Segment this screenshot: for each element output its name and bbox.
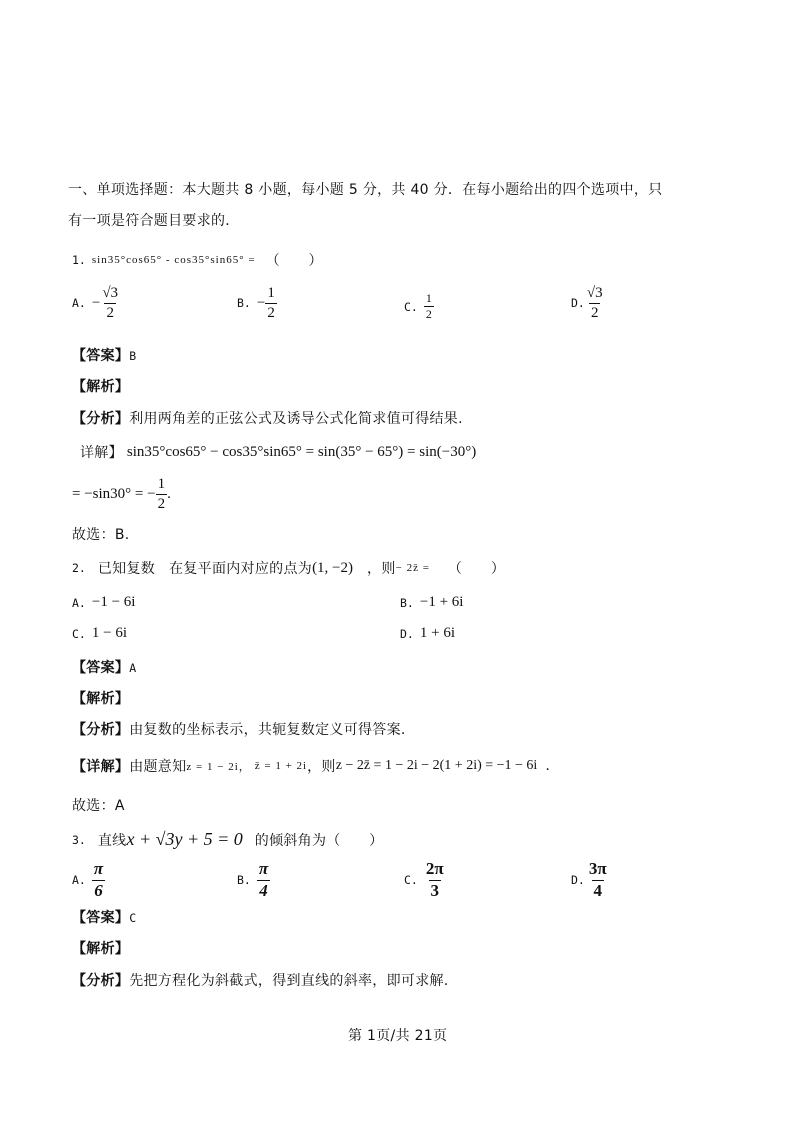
option-b [237,285,277,321]
answer-paren: （ ） [265,253,323,269]
question-expression: sin35°cos65° - cos35°sin65° = [91,254,256,266]
jiexi-label-2: 【解析】 [72,691,130,707]
fraction: $\frac{3\pi}{4}$ [588,859,607,900]
section-title-line2: 有一项是符合题目要求的． [68,213,240,229]
answer-line-1: 【答案】B [72,348,137,364]
option-c: C. $\frac{2\pi}{3}$ [404,859,444,900]
fenxi-2: 【分析】由复数的坐标表示，共轭复数定义可得答案. [72,722,406,738]
question-3: 3. 直线 x + √3y + 5 = 0 的倾斜角为（ ） [72,829,384,849]
page-footer: 第 1页/共 21页 [348,1028,448,1044]
fraction: $\frac{√3}{2}$ [586,285,603,321]
jiexi-label-3: 【解析】 [72,941,130,957]
option-a [72,285,120,321]
fraction: $\frac{2\pi}{3}$ [425,859,444,900]
jiexi-label-1: 【解析】 [72,379,130,395]
question-number: 3. [72,832,86,847]
fraction: $\frac{1}{2}$ [425,291,432,322]
option-c: C. 1 − 6i [72,625,127,641]
option-sign: − [91,294,101,311]
option-d: D. 1 + 6i [400,625,455,641]
option-b: B. $\frac{\pi}{4}$ [237,859,269,900]
guxuan-2: 故选：A [72,798,125,814]
option-d [571,285,605,321]
question-number: 2. [72,561,86,575]
answer-line-3: 【答案】C [72,910,137,926]
question-number: 1. [72,253,86,267]
question-1 [72,250,323,270]
fraction: $\frac{1}{2}$ [267,285,275,321]
option-label: C. [404,299,418,314]
option-c [404,292,434,321]
fraction: $\frac{√3}{2}$ [102,285,119,321]
section-title-line1: 一、单项选择题：本大题共 8 小题，每小题 5 分，共 40 分．在每小题给出的四个选项中，只 [68,182,663,198]
detail-2: 【详解】 由题意知 z = 1 − 2i， z̄ = 1 + 2i ，则 z − 2z̄ = 1 − 2i − 2(1 + 2i) = −1 − 6i . [72,758,551,775]
fraction: $\frac{1}{2}$ [157,476,166,512]
option-a: A. −1 − 6i [72,594,136,610]
fraction: $\frac{\pi}{6}$ [93,859,104,900]
detail-1: 详解】 sin35°cos65° − cos35°sin65° = sin(35° − 65°) = sin(−30°) [80,443,477,461]
question-2: 2. 已知复数 在复平面内对应的点为 (1, −2) ，则 − 2z̄ = （ ） [72,559,506,577]
fenxi-3: 【分析】先把方程化为斜截式，得到直线的斜率，即可求解. [72,973,449,989]
option-label: A. [72,296,86,310]
option-label: B. [237,296,251,310]
answer-line-2: 【答案】A [72,660,137,676]
fenxi-1: 【分析】利用两角差的正弦公式及诱导公式化简求值可得结果. [72,411,463,427]
option-sign: − [256,294,266,311]
guxuan-1: 故选：B. [72,527,130,543]
option-b: B. −1 + 6i [400,594,464,610]
option-label: D. [571,296,585,310]
fraction: $\frac{\pi}{4}$ [258,859,269,900]
option-d: D. $\frac{3\pi}{4}$ [571,859,607,900]
detail-1-line2: = −sin30° = − $\frac{1}{2}$ . [72,476,171,512]
option-a: A. $\frac{\pi}{6}$ [72,859,104,900]
